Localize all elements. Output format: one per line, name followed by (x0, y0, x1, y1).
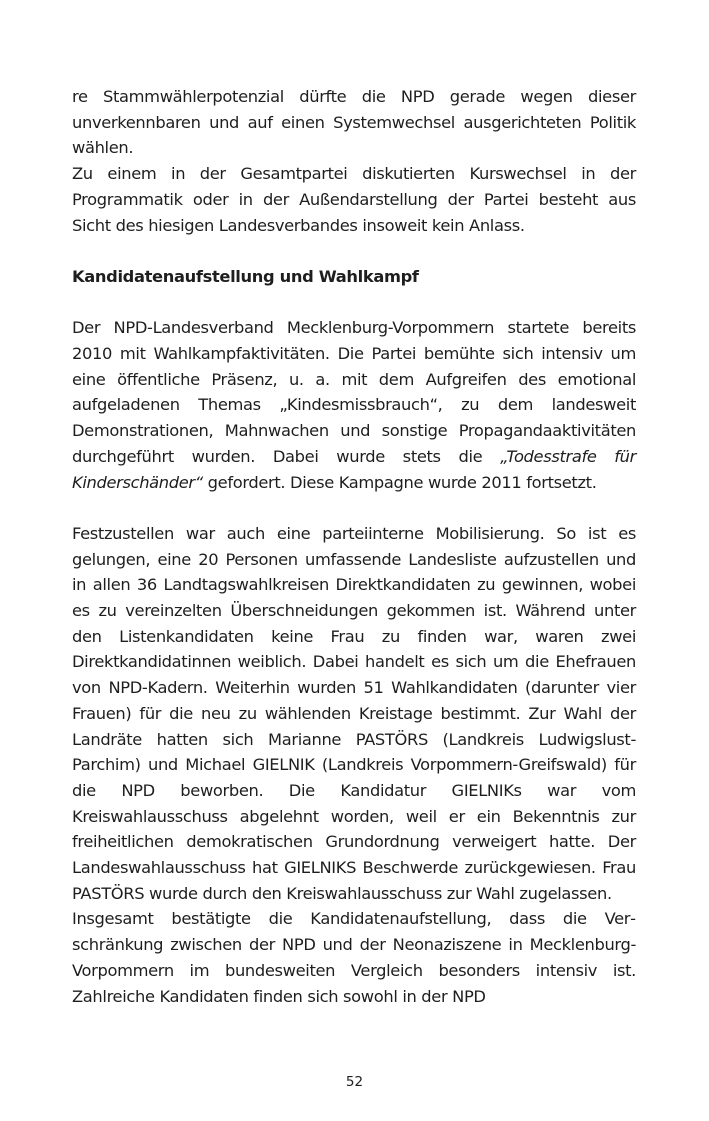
section-heading: Kandidatenaufstellung und Wahlkampf (72, 266, 419, 286)
paragraph-gap (72, 495, 636, 521)
paragraph-gap (72, 290, 636, 316)
page-body (72, 84, 636, 1009)
paragraph-wahlkampf (72, 315, 636, 495)
paragraph-wahlkampf-text-a: Der NPD-Landesverband Mecklenburg-Vorpommern startete bereits 2010 mit Wahlkampfaktivitäten. Die Partei bemühte sich intensiv um eine öffentliche Präsenz, u. a. mit dem Aufgreifen des emotional aufgeladenen Themas „Kindesmissbrauch“, zu dem landesweit Demonstrationen, Mahnwachen und sonstige Propagandaaktivitäten durchgeführt wurden. Dabei wurde stets die (72, 318, 636, 466)
page-number: 52 (345, 1074, 364, 1090)
paragraph-wahlkampf-text-b: gefordert. Diese Kampagne wurde 2011 fortsetzt. (202, 472, 597, 492)
paragraph-verschraenkung: Insgesamt bestätigte die Kandidatenaufstellung, dass die Verschränkung zwischen der NPD und der Neonaziszene in Mecklenburg-Vorpommern im bundesweiten Vergleich besonders intensiv ist. Zahlreiche Kandidaten finden sich sowohl in der NPD (72, 909, 636, 1006)
paragraph-gap (72, 238, 636, 264)
quote-todesstrafe: „Todesstrafe für Kinderschänder“ (72, 446, 636, 492)
paragraph-continuation: re Stammwählerpotenzial dürfte die NPD gerade wegen dieser unverkennbaren und auf einen Systemwechsel ausgerichteten Politik wählen. (72, 87, 636, 158)
paragraph-kurswechsel: Zu einem in der Gesamtpartei diskutierten Kurswechsel in der Programmatik oder in der Außendarstellung der Partei besteht aus Sicht des hiesigen Landesverbandes insoweit kein Anlass. (72, 164, 636, 235)
paragraph-mobilisierung: Festzustellen war auch eine parteiinterne Mobilisierung. So ist es gelungen, eine 20 Personen umfassende Landesliste aufzustellen und in allen 36 Landtagswahlkreisen Direktkandidaten zu gewinnen, wobei es zu vereinzelten Überschneidungen gekommen ist. Während unter den Listenkandidaten keine Frau zu finden war, waren zwei Direktkandidatinnen weiblich. Dabei handelt es sich um die Ehefrauen von NPD-Kadern. Weiterhin wurden 51 Wahlkandidaten (darunter vier Frauen) für die neu zu wählenden Kreistage bestimmt. Zur Wahl der Landräte hatten sich Marianne PASTÖRS (Landkreis Ludwigslust-Parchim) und Michael GIELNIK (Landkreis Vorpommern-Greifswald) für die NPD beworben. Die Kandidatur GIELNIKs war vom Kreiswahlausschuss abgelehnt worden, weil er ein Bekenntnis zur freiheitlichen demokratischen Grundordnung verweigert hatte. Der Landeswahlausschuss hat GIELNIKS Beschwerde zurückgewiesen. Frau PASTÖRS wurde durch den Kreiswahlausschuss zur Wahl zugelassen. (72, 523, 636, 903)
